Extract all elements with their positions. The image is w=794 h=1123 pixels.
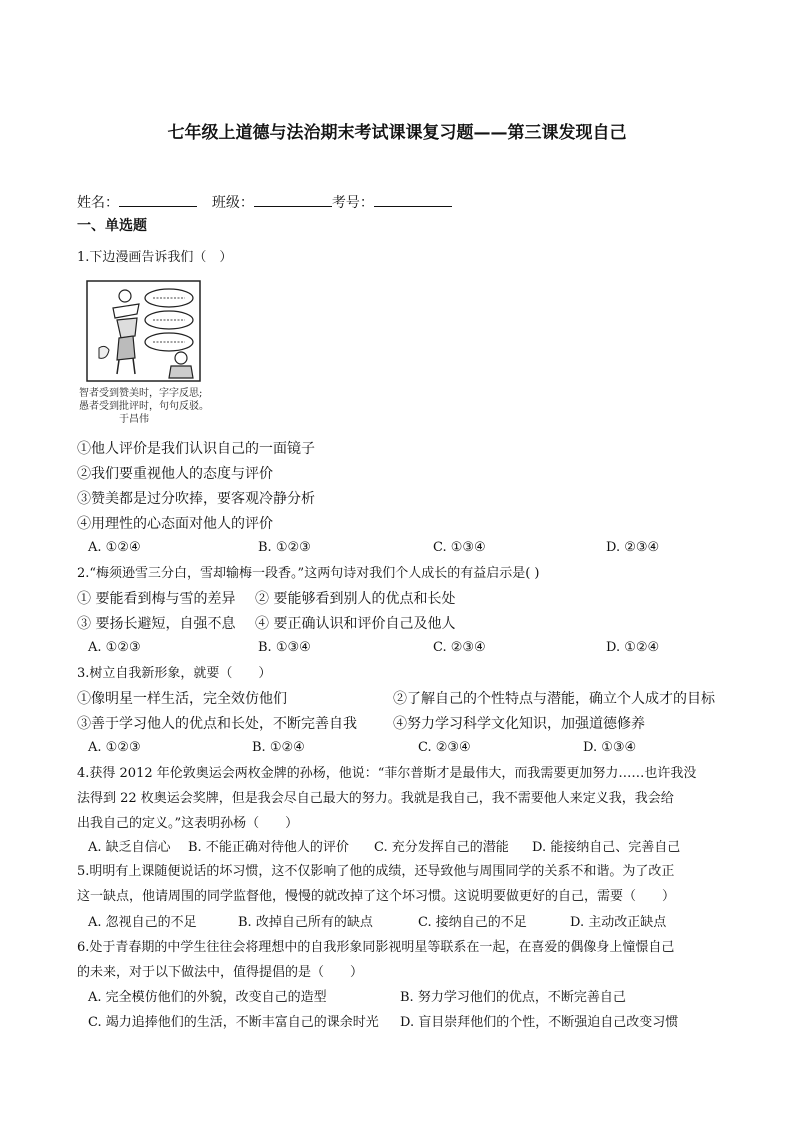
- cartoon-caption-2: 愚者受到批评时，句句反驳。: [79, 401, 209, 412]
- q6-stem-line: 6.处于青春期的中学生往往会将理想中的自我形象同影视明星等联系在一起，在喜爱的偶像身上憧憬自己: [77, 940, 675, 955]
- q4-stem-line: 4.获得 2012 年伦敦奥运会两枚金牌的孙杨，他说：“菲尔普斯才是最伟大，而我需要更加努力……也许我没: [77, 766, 697, 781]
- q1-option-b[interactable]: B. ①②③: [258, 540, 311, 555]
- q2-option-d[interactable]: D. ①②④: [606, 640, 660, 655]
- q6-option-a[interactable]: A. 完全模仿他们的外貌，改变自己的造型: [88, 990, 327, 1005]
- q4-option-d[interactable]: D. 能接纳自己、完善自己: [532, 840, 681, 855]
- q2-statement: ④ 要正确认识和评价自己及他人: [255, 616, 456, 632]
- q3-statement: ②了解自己的个性特点与潜能，确立个人成才的目标: [393, 691, 715, 707]
- q2-option-c[interactable]: C. ②③④: [433, 640, 486, 655]
- section-header: 一、单选题: [77, 218, 147, 234]
- q2-option-b[interactable]: B. ①③④: [258, 640, 311, 655]
- q3-option-c[interactable]: C. ②③④: [418, 740, 471, 755]
- q6-option-c[interactable]: C. 竭力追捧他们的生活，不断丰富自己的课余时光: [88, 1015, 379, 1030]
- q3-stem: 3.树立自我新形象，就要（ ）: [77, 666, 272, 681]
- q1-cartoon-image: [77, 278, 222, 428]
- exam-no-blank[interactable]: [374, 192, 452, 207]
- q3-statement: ③善于学习他人的优点和长处，不断完善自我: [77, 716, 357, 732]
- q5-option-c[interactable]: C. 接纳自己的不足: [418, 915, 527, 930]
- q6-option-b[interactable]: B. 努力学习他们的优点，不断完善自己: [400, 990, 626, 1005]
- q2-statement: ③ 要扬长避短，自强不息: [77, 616, 236, 632]
- q5-option-b[interactable]: B. 改掉自己所有的缺点: [238, 915, 373, 930]
- q1-option-c[interactable]: C. ①③④: [433, 540, 486, 555]
- exam-no-label: 考号：: [331, 195, 374, 211]
- q2-stem: 2.“梅须逊雪三分白，雪却输梅一段香。”这两句诗对我们个人成长的有益启示是( ): [77, 566, 540, 581]
- page-title: 七年级上道德与法治期末考试课课复习题——第三课发现自己: [167, 123, 627, 143]
- q1-statement: ③赞美都是过分吹捧，要客观冷静分析: [77, 491, 315, 507]
- q3-statement: ①像明星一样生活，完全效仿他们: [77, 691, 287, 707]
- q1-option-d[interactable]: D. ②③④: [606, 540, 660, 555]
- q5-stem-line: 5.明明有上课随便说话的坏习惯，这不仅影响了他的成绩，还导致他与周围同学的关系不和谐。为了改正: [77, 864, 675, 879]
- q1-option-a[interactable]: A. ①②④: [88, 540, 141, 555]
- q4-stem-line: 出我自己的定义。”这表明孙杨（ ）: [77, 816, 299, 831]
- q5-stem-line: 这一缺点，他请周围的同学监督他，慢慢的就改掉了这个坏习惯。这说明要做更好的自己，需要（ ）: [77, 889, 676, 904]
- q4-stem-line: 法得到 22 枚奥运会奖牌，但是我会尽自己最大的努力。我就是我自己，我不需要他人来定义我，我会给: [77, 791, 674, 806]
- q2-statement: ① 要能看到梅与雪的差异: [77, 591, 236, 607]
- cartoon-caption-1: 智者受到赞美时，字字反思;: [79, 388, 203, 399]
- q2-option-a[interactable]: A. ①②③: [88, 640, 141, 655]
- q6-stem-line: 的未来，对于以下做法中，值得提倡的是（ ）: [77, 965, 364, 980]
- q1-statement: ④用理性的心态面对他人的评价: [77, 516, 273, 532]
- name-label: 姓名：: [77, 195, 119, 211]
- class-blank[interactable]: [254, 192, 332, 207]
- cartoon-author: 于昌伟: [119, 414, 149, 425]
- q3-option-d[interactable]: D. ①③④: [583, 740, 637, 755]
- class-label: 班级：: [211, 195, 254, 211]
- q3-option-b[interactable]: B. ①②④: [252, 740, 305, 755]
- q3-statement: ④努力学习科学文化知识，加强道德修养: [393, 716, 645, 732]
- q4-option-a[interactable]: A. 缺乏自信心: [88, 840, 171, 855]
- q2-statement: ② 要能够看到别人的优点和长处: [255, 591, 456, 607]
- q5-option-a[interactable]: A. 忽视自己的不足: [88, 915, 197, 930]
- q4-option-c[interactable]: C. 充分发挥自己的潜能: [374, 840, 509, 855]
- student-info-row: [77, 192, 452, 213]
- q5-option-d[interactable]: D. 主动改正缺点: [570, 915, 667, 930]
- q1-stem: 1.下边漫画告诉我们（ ）: [77, 250, 233, 265]
- q6-option-d[interactable]: D. 盲目崇拜他们的个性，不断强迫自己改变习惯: [400, 1015, 679, 1030]
- q1-statement: ②我们要重视他人的态度与评价: [77, 466, 273, 482]
- q3-option-a[interactable]: A. ①②③: [88, 740, 141, 755]
- cartoon-drawing: [77, 278, 222, 428]
- name-blank[interactable]: [119, 192, 197, 207]
- q1-statement: ①他人评价是我们认识自己的一面镜子: [77, 441, 315, 457]
- q4-option-b[interactable]: B. 不能正确对待他人的评价: [188, 840, 349, 855]
